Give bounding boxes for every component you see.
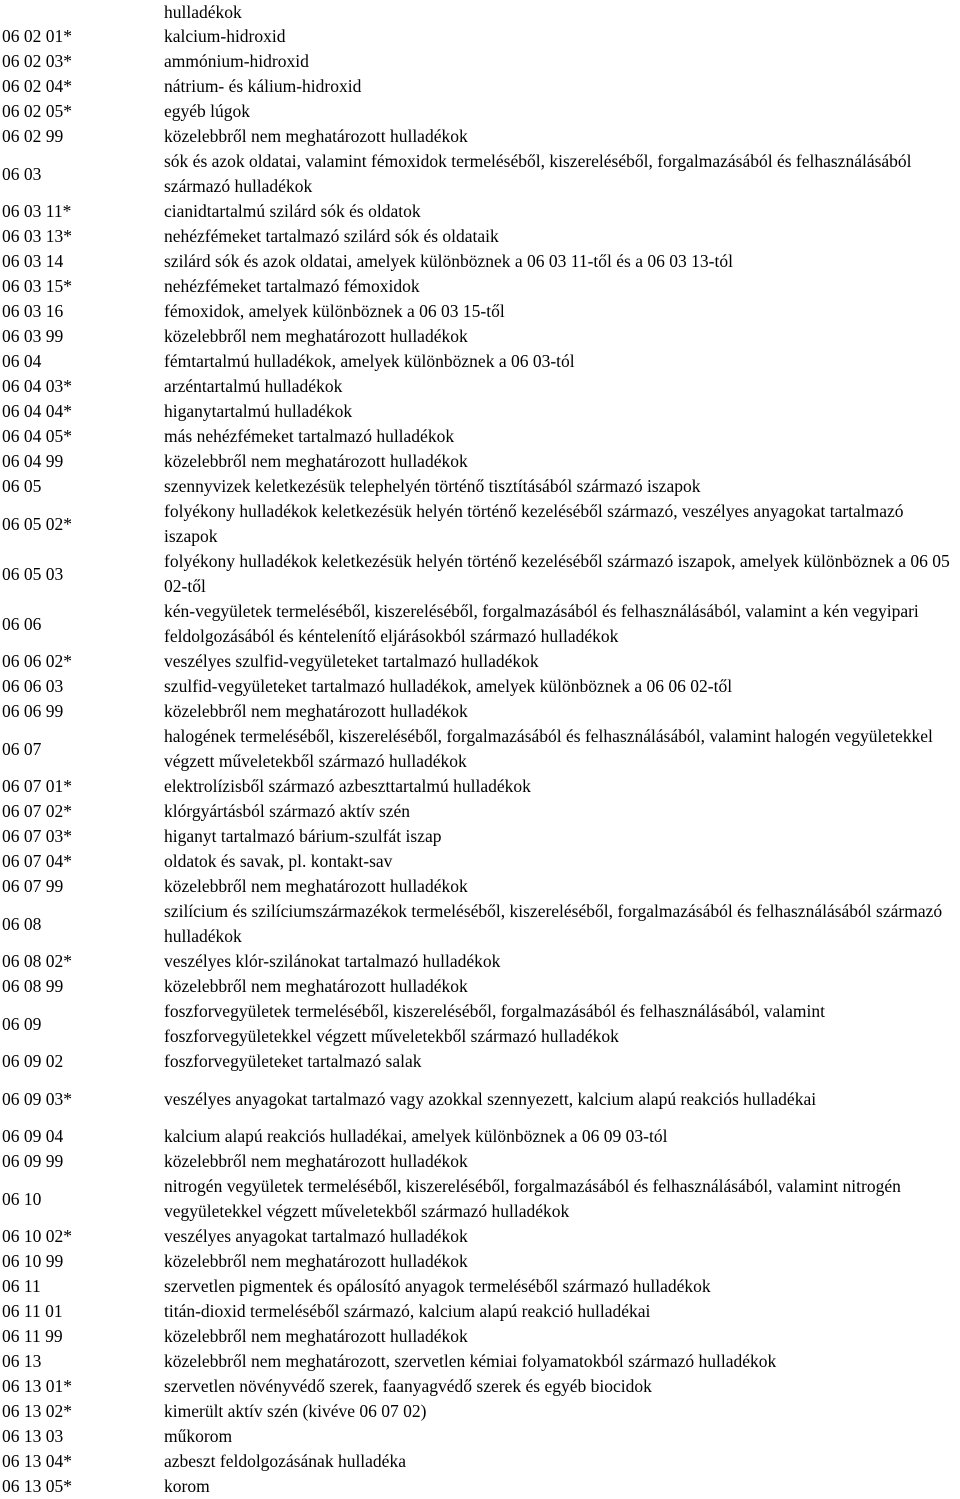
waste-code-row (0, 899, 960, 949)
waste-code: 06 07 01* (2, 776, 72, 796)
waste-code: 06 11 (2, 1276, 41, 1296)
waste-code: 06 07 99 (2, 876, 64, 896)
waste-code-row (0, 974, 960, 999)
waste-code-row (0, 799, 960, 824)
waste-code: 06 07 02* (2, 801, 72, 821)
waste-code-row (0, 1224, 960, 1249)
waste-description: kén-vegyületek termeléséből, kiszereléséből, forgalmazásából és felhasználásából, valamint a kén vegyipari feldolgozásából és kéntelenítő eljárásokból származó hulladékok (164, 601, 919, 646)
waste-code-row (0, 149, 960, 199)
waste-description: szilícium és szilíciumszármazékok termeléséből, kiszereléséből, forgalmazásából és felhasználásából származó hulladékok (164, 901, 943, 946)
waste-code-row (0, 1074, 960, 1124)
waste-code: 06 08 99 (2, 976, 64, 996)
waste-description: sók és azok oldatai, valamint fémoxidok termeléséből, kiszereléséből, forgalmazásából és felhasználásából származó hulladékok (164, 151, 912, 196)
waste-description: nehézfémeket tartalmazó szilárd sók és oldataik (164, 226, 499, 246)
waste-code: 06 02 05* (2, 101, 72, 121)
waste-code-row (0, 274, 960, 299)
waste-code-row (0, 1149, 960, 1174)
waste-code-row (0, 1424, 960, 1449)
waste-description: műkorom (164, 1426, 233, 1446)
waste-code-row (0, 1474, 960, 1499)
waste-code-row (0, 849, 960, 874)
waste-code: 06 03 11* (2, 201, 72, 221)
waste-code-row (0, 1274, 960, 1299)
waste-description: közelebbről nem meghatározott hulladékok (164, 701, 468, 721)
waste-code-row (0, 549, 960, 599)
waste-code: 06 03 13* (2, 226, 72, 246)
waste-description: kimerült aktív szén (kivéve 06 07 02) (164, 1401, 427, 1421)
waste-description: azbeszt feldolgozásának hulladéka (164, 1451, 406, 1471)
waste-description: elektrolízisből származó azbeszttartalmú hulladékok (164, 776, 531, 796)
waste-code: 06 06 (2, 613, 42, 634)
waste-description: higanytartalmú hulladékok (164, 401, 353, 421)
waste-code: 06 13 01* (2, 1376, 72, 1396)
waste-code-row (0, 949, 960, 974)
waste-description: fémoxidok, amelyek különböznek a 06 03 15-től (164, 301, 505, 321)
waste-code-row (0, 724, 960, 774)
waste-code-row (0, 449, 960, 474)
waste-code-row (0, 49, 960, 74)
waste-description: szilárd sók és azok oldatai, amelyek különböznek a 06 03 11-től és a 06 03 13-tól (164, 251, 733, 271)
waste-code: 06 05 03 (2, 563, 64, 584)
waste-code-row (0, 324, 960, 349)
waste-code-row (0, 474, 960, 499)
waste-code: 06 05 (2, 476, 42, 496)
waste-description: nitrogén vegyületek termeléséből, kiszereléséből, forgalmazásából és felhasználásából, valamint nitrogén vegyületekkel végzett műveletekből származó hulladékok (164, 1176, 901, 1221)
waste-code-row (0, 374, 960, 399)
waste-code-row (0, 99, 960, 124)
waste-code: 06 10 02* (2, 1226, 72, 1246)
waste-description: kalcium-hidroxid (164, 26, 286, 46)
waste-code: 06 09 02 (2, 1051, 64, 1071)
waste-code-row (0, 1449, 960, 1474)
waste-description: szennyvizek keletkezésük telephelyén történő tisztításából származó iszapok (164, 476, 701, 496)
waste-description: folyékony hulladékok keletkezésük helyén történő kezeléséből származó iszapok, amelyek különböznek a 06 05 02-től (164, 551, 950, 596)
waste-code: 06 03 (2, 163, 42, 184)
waste-code-row (0, 1374, 960, 1399)
waste-code: 06 11 99 (2, 1326, 63, 1346)
waste-description: közelebbről nem meghatározott hulladékok (164, 126, 468, 146)
waste-description: halogének termeléséből, kiszereléséből, forgalmazásából és felhasználásából, valamint halogén vegyületekkel végzett műveletekből származó hulladékok (164, 726, 933, 771)
waste-description: szulfid-vegyületeket tartalmazó hulladékok, amelyek különböznek a 06 06 02-től (164, 676, 733, 696)
waste-description: oldatok és savak, pl. kontakt-sav (164, 851, 393, 871)
waste-code-row (0, 599, 960, 649)
waste-description: egyéb lúgok (164, 101, 251, 121)
waste-description: titán-dioxid termeléséből származó, kalcium alapú reakció hulladékai (164, 1301, 651, 1321)
waste-code: 06 09 04 (2, 1126, 64, 1146)
waste-description: arzéntartalmú hulladékok (164, 376, 343, 396)
waste-code: 06 13 (2, 1351, 42, 1371)
waste-code-row (0, 124, 960, 149)
waste-code-row (0, 349, 960, 374)
waste-code: 06 13 05* (2, 1476, 72, 1496)
waste-code: 06 07 03* (2, 826, 72, 846)
waste-code: 06 04 05* (2, 426, 72, 446)
waste-code: 06 07 (2, 738, 42, 759)
waste-code-row (0, 399, 960, 424)
waste-code: 06 03 14 (2, 251, 64, 271)
waste-code-row (0, 249, 960, 274)
waste-description: közelebbről nem meghatározott hulladékok (164, 876, 468, 896)
waste-code: 06 08 02* (2, 951, 72, 971)
waste-code-row (0, 299, 960, 324)
waste-code: 06 10 (2, 1188, 42, 1209)
waste-description: közelebbről nem meghatározott, szervetlen kémiai folyamatokból származó hulladékok (164, 1351, 777, 1371)
waste-description: szervetlen pigmentek és opálosító anyagok termeléséből származó hulladékok (164, 1276, 711, 1296)
waste-description: közelebbről nem meghatározott hulladékok (164, 451, 468, 471)
waste-code-row (0, 424, 960, 449)
waste-description: közelebbről nem meghatározott hulladékok (164, 976, 468, 996)
waste-code: 06 09 99 (2, 1151, 64, 1171)
waste-code-row (0, 999, 960, 1049)
waste-code: 06 02 04* (2, 76, 72, 96)
waste-code: 06 09 (2, 1013, 42, 1034)
waste-description: közelebbről nem meghatározott hulladékok (164, 1251, 468, 1271)
waste-code: 06 03 99 (2, 326, 64, 346)
waste-description: közelebbről nem meghatározott hulladékok (164, 326, 468, 346)
waste-code: 06 11 01 (2, 1301, 63, 1321)
waste-description: nehézfémeket tartalmazó fémoxidok (164, 276, 420, 296)
waste-description: veszélyes szulfid-vegyületeket tartalmazó hulladékok (164, 651, 539, 671)
waste-code: 06 05 02* (2, 513, 72, 534)
waste-description: nátrium- és kálium-hidroxid (164, 76, 362, 96)
waste-code: 06 10 99 (2, 1251, 64, 1271)
waste-description: veszélyes anyagokat tartalmazó hulladékok (164, 1226, 468, 1246)
waste-description: klórgyártásból származó aktív szén (164, 801, 411, 821)
waste-code: 06 02 01* (2, 26, 72, 46)
waste-description: közelebbről nem meghatározott hulladékok (164, 1326, 468, 1346)
waste-code: 06 04 04* (2, 401, 72, 421)
waste-code-row (0, 74, 960, 99)
waste-code-row (0, 24, 960, 49)
waste-code: 06 06 02* (2, 651, 72, 671)
waste-code: 06 13 04* (2, 1451, 72, 1471)
waste-description: foszforvegyületek termeléséből, kiszereléséből, forgalmazásából és felhasználásából, valamint foszforvegyületekkel végzett műveletekből származó hulladékok (164, 1001, 826, 1046)
waste-description: cianidtartalmú szilárd sók és oldatok (164, 201, 421, 221)
waste-code-row (0, 1299, 960, 1324)
waste-description: veszélyes anyagokat tartalmazó vagy azokkal szennyezett, kalcium alapú reakciós hulladékai (164, 1088, 817, 1109)
waste-description: korom (164, 1476, 210, 1496)
waste-description: fémtartalmú hulladékok, amelyek különböznek a 06 03-tól (164, 351, 575, 371)
waste-code-row (0, 1399, 960, 1424)
waste-code-row (0, 499, 960, 549)
waste-code: 06 04 03* (2, 376, 72, 396)
waste-code-row (0, 674, 960, 699)
waste-code-row (0, 1049, 960, 1074)
continued-description: hulladékok (164, 2, 242, 22)
waste-code: 06 13 03 (2, 1426, 64, 1446)
waste-code-row (0, 824, 960, 849)
waste-code-row (0, 1124, 960, 1149)
waste-description: kalcium alapú reakciós hulladékai, amelyek különböznek a 06 09 03-tól (164, 1126, 668, 1146)
waste-code-row (0, 1349, 960, 1374)
waste-description: szervetlen növényvédő szerek, faanyagvédő szerek és egyéb biocidok (164, 1376, 652, 1396)
waste-description: higanyt tartalmazó bárium-szulfát iszap (164, 826, 442, 846)
waste-description: foszforvegyületeket tartalmazó salak (164, 1051, 422, 1071)
waste-code: 06 04 99 (2, 451, 64, 471)
waste-description: folyékony hulladékok keletkezésük helyén történő kezeléséből származó, veszélyes anyagokat tartalmazó iszapok (164, 501, 904, 546)
waste-code-row (0, 199, 960, 224)
waste-description: ammónium-hidroxid (164, 51, 309, 71)
waste-code: 06 06 03 (2, 676, 64, 696)
waste-code: 06 03 16 (2, 301, 64, 321)
waste-code-row (0, 1249, 960, 1274)
waste-code: 06 06 99 (2, 701, 64, 721)
waste-description: más nehézfémeket tartalmazó hulladékok (164, 426, 455, 446)
waste-code-row (0, 1174, 960, 1224)
waste-description: veszélyes klór-szilánokat tartalmazó hulladékok (164, 951, 501, 971)
waste-code: 06 02 03* (2, 51, 72, 71)
waste-code-row (0, 774, 960, 799)
waste-code-row (0, 224, 960, 249)
waste-description: közelebbről nem meghatározott hulladékok (164, 1151, 468, 1171)
waste-code-row (0, 874, 960, 899)
waste-code-row (0, 649, 960, 674)
waste-code: 06 03 15* (2, 276, 72, 296)
waste-code: 06 13 02* (2, 1401, 72, 1421)
waste-code: 06 04 (2, 351, 42, 371)
waste-code: 06 07 04* (2, 851, 72, 871)
waste-code: 06 08 (2, 913, 42, 934)
waste-code-row (0, 699, 960, 724)
waste-code: 06 09 03* (2, 1088, 72, 1109)
waste-code-row (0, 1324, 960, 1349)
waste-code: 06 02 99 (2, 126, 64, 146)
waste-code-list (0, 24, 960, 1499)
